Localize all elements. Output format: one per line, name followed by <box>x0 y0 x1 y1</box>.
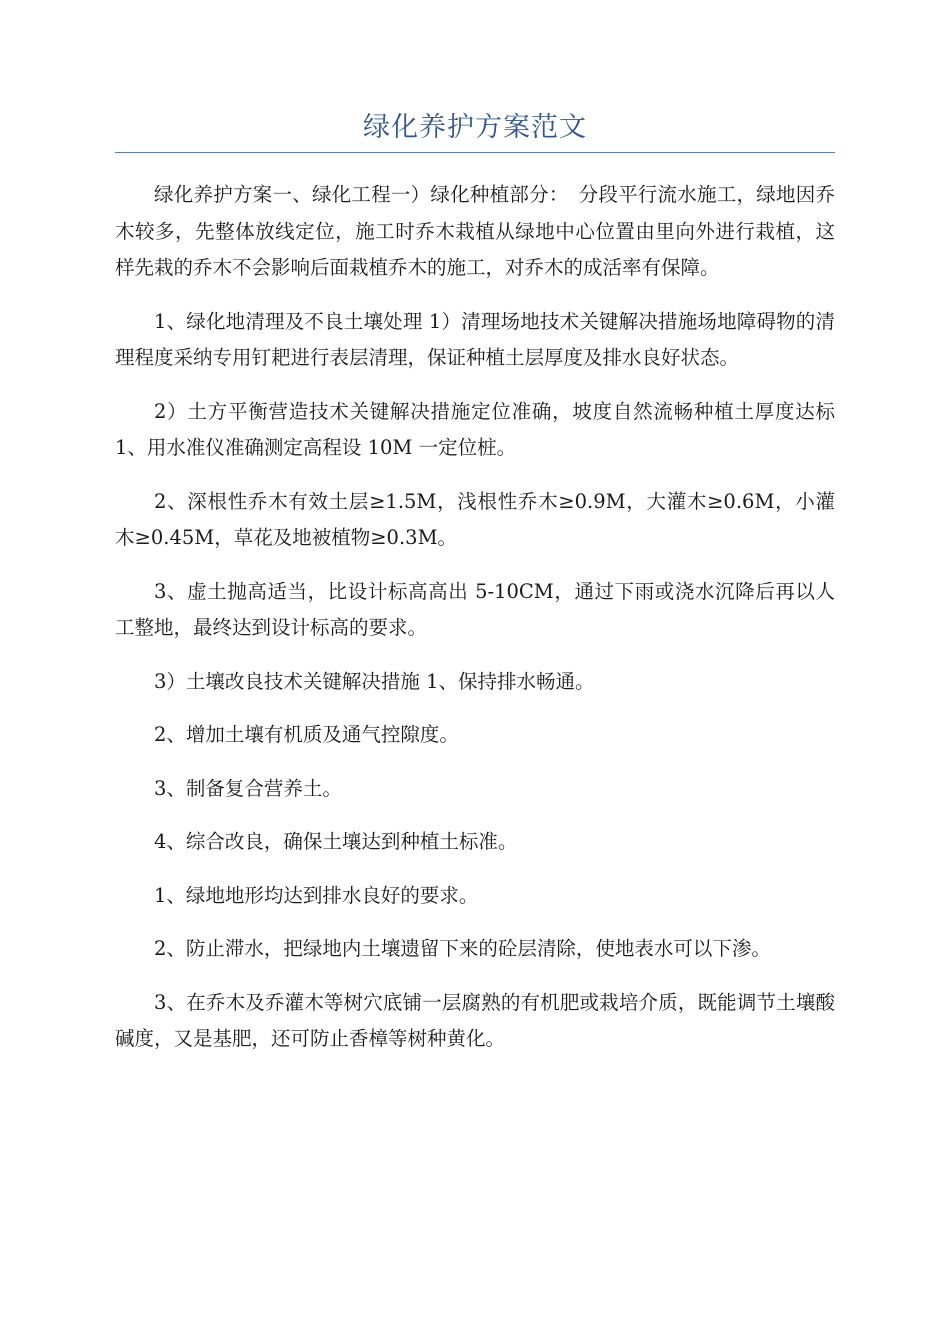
paragraph: 2、增加土壤有机质及通气控隙度。 <box>154 723 459 746</box>
paragraph: 3、制备复合营养土。 <box>154 776 342 800</box>
paragraph: 4、综合改良，确保土壤达到种植土标准。 <box>154 830 518 853</box>
paragraph: 2、防止滞水，把绿地内土壤遗留下来的砼层清除，使地表水可以下渗。 <box>154 937 771 960</box>
paragraph: 绿化养护方案一、绿化工程一）绿化种植部分： 分段平行流水施工，绿地因乔木较多，先整体放线定位，施工时乔木栽植从绿地中心位置由里向外进行栽植，这样先栽的乔木不会影响后面栽植乔木的施工，对乔木的成活率有保障。 <box>115 183 835 279</box>
title-divider <box>115 152 835 153</box>
paragraph: 1、绿地地形均达到排水良好的要求。 <box>154 883 479 907</box>
document-title: 绿化养护方案范文 <box>363 112 587 143</box>
paragraph: 3）土壤改良技术关键解决措施 1、保持排水畅通。 <box>154 669 595 693</box>
paragraph: 2）土方平衡营造技术关键解决措施定位准确，坡度自然流畅种植土厚度达标 1、用水准仪准确测定高程设 10M 一定位桩。 <box>115 399 835 459</box>
paragraph: 3、在乔木及乔灌木等树穴底铺一层腐熟的有机肥或栽培介质，既能调节土壤酸碱度，又是基肥，还可防止香樟等树种黄化。 <box>115 990 835 1050</box>
document-page <box>115 108 835 1075</box>
paragraph: 3、虚土抛高适当，比设计标高高出 5-10CM，通过下雨或浇水沉降后再以人工整地，最终达到设计标高的要求。 <box>115 579 835 639</box>
paragraph: 2、深根性乔木有效土层≥1.5M，浅根性乔木≥0.9M，大灌木≥0.6M，小灌木≥0.45M，草花及地被植物≥0.3M。 <box>115 489 835 549</box>
paragraph: 1、绿化地清理及不良土壤处理 1）清理场地技术关键解决措施场地障碍物的清理程度采纳专用钉耙进行表层清理，保证种植土层厚度及排水良好状态。 <box>115 309 835 369</box>
